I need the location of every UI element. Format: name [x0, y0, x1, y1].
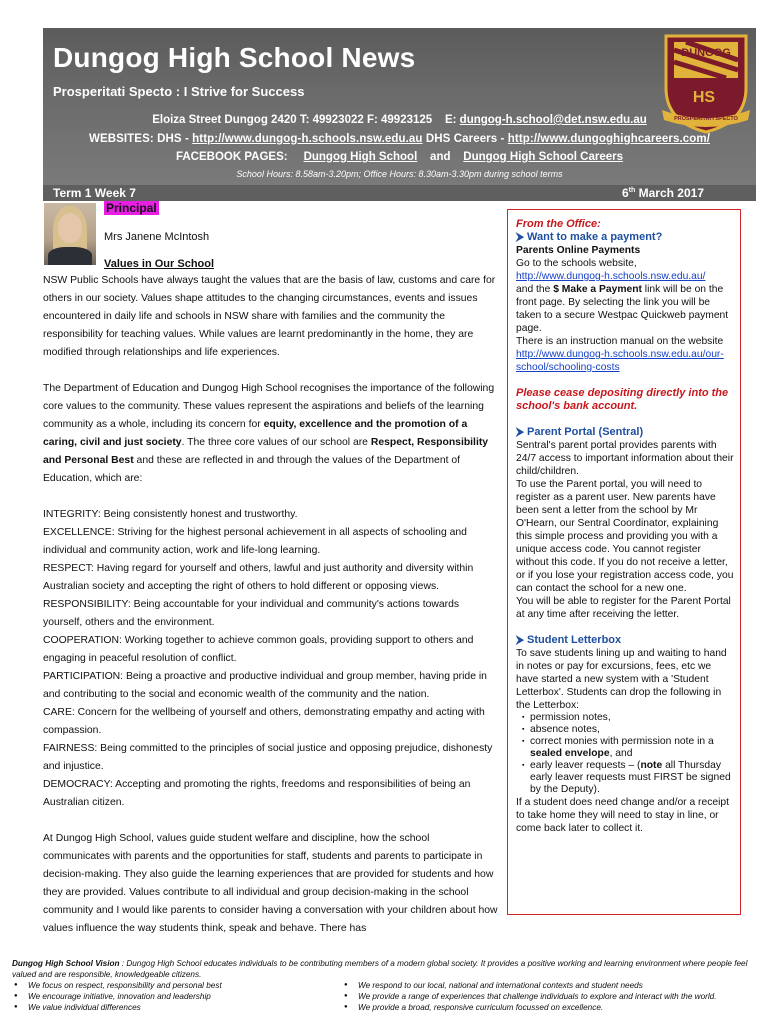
- facebook-careers-link[interactable]: Dungog High School Careers: [463, 151, 624, 163]
- list-item: ● We respond to our local, national and international contexts and student needs: [342, 980, 762, 991]
- payment-subheading: Parents Online Payments: [516, 245, 641, 256]
- list-item: ● We value individual differences: [12, 1002, 342, 1013]
- value-respect: RESPECT: Having regard for yourself and others, lawful and just authority and diversity within Australian society and accepting the right of others to hold different or opposing views.: [43, 563, 474, 592]
- principal-article: [43, 272, 499, 938]
- issue-day-suffix: th: [628, 187, 636, 194]
- value-participation: PARTICIPATION: Being a proactive and productive individual and group member, having pride in and contributing to the social and economic wealth of the community and the nation.: [43, 671, 487, 700]
- crest-motto: PROSPERITATI SPECTO: [674, 116, 738, 122]
- list-item: ● We focus on respect, responsibility and personal best: [12, 980, 342, 991]
- term-bar: [43, 185, 756, 201]
- address-phone-fax: Eloiza Street Dungog 2420 T: 49923022 F: 49923125: [152, 114, 433, 126]
- school-hours: School Hours: 8.58am-3.20pm; Office Hours: 8.30am-3.30pm during school terms: [236, 169, 563, 179]
- article-text: . The three core values of our school are: [181, 437, 371, 448]
- school-crest-logo: [660, 30, 752, 134]
- contact-line: [43, 114, 756, 126]
- vision-text: : Dungog High School educates individuals to be contributing members of a modern global society. It provides a positive working and learning environment where people feel valued and are responsible, knowledgeable citizens.: [12, 959, 748, 979]
- principal-heading: Principal: [106, 201, 157, 215]
- list-item: ● We provide a range of experiences that challenge individuals to explore and interact with the world.: [342, 991, 762, 1002]
- facebook-label: FACEBOOK PAGES:: [175, 151, 288, 163]
- issue-date: [622, 186, 704, 200]
- list-item: [522, 760, 734, 796]
- value-integrity: INTEGRITY: Being consistently honest and trustworthy.: [43, 509, 298, 520]
- school-motto: Prosperitati Specto : I Strive for Success: [53, 84, 305, 99]
- vision-list-left: [12, 980, 342, 1013]
- letterbox-text: If a student does need change and/or a receipt to take home they will need to stay in line, or come back later to collect it.: [516, 797, 729, 834]
- principal-name: Mrs Janene McIntosh: [104, 231, 210, 243]
- crest-wordmark: DUNGOG: [681, 47, 731, 59]
- payment-text: [516, 283, 734, 335]
- list-item: ● We encourage initiative, innovation and leadership: [12, 991, 342, 1002]
- value-responsibility: RESPONSIBILITY: Being accountable for your individual and community's actions towards yourself, others and the environment.: [43, 599, 460, 628]
- value-excellence: EXCELLENCE: Striving for the highest personal achievement in all aspects of schooling and individual and community action, work and life-long learning.: [43, 527, 467, 556]
- vision-list-right: [342, 980, 762, 1013]
- vision-label: Dungog High School Vision: [12, 959, 120, 968]
- parent-portal-text: Sentral's parent portal provides parents with 24/7 access to important information about their child/children.: [516, 440, 734, 477]
- letterbox-heading: ⮞ Student Letterbox: [516, 634, 622, 646]
- instruction-manual-link[interactable]: http://www.dungog-h.schools.nsw.edu.au/our-school/schooling-costs: [516, 349, 724, 373]
- vision-statement: [12, 958, 764, 980]
- value-cooperation: COOPERATION: Working together to achieve common goals, providing support to others and engaging in peaceful resolution of conflict.: [43, 635, 474, 664]
- core-values-emphasis: Respect, Responsibility and Personal Best: [43, 437, 489, 466]
- value-care: CARE: Concern for the wellbeing of yourself and others, demonstrating empathy and acting with compassion.: [43, 707, 485, 736]
- list-item: ● We provide a broad, responsive curriculum focussed on excellence.: [342, 1002, 762, 1013]
- issue-day: 6: [621, 186, 629, 200]
- manual-text: [516, 335, 734, 374]
- letterbox-list: [522, 712, 734, 796]
- article-paragraph: [43, 380, 499, 488]
- payment-text: Go to the schools website,: [516, 258, 637, 269]
- list-item-text: , and: [609, 748, 633, 759]
- payment-heading: ⮞ Want to make a payment?: [516, 231, 663, 243]
- list-item: ▪ permission notes,: [522, 712, 734, 724]
- article-title: Values in Our School: [104, 258, 215, 270]
- email-label: E:: [444, 114, 457, 126]
- list-item: [522, 736, 734, 760]
- list-item-emphasis: note: [640, 760, 663, 771]
- list-item: ▪ absence notes,: [522, 724, 734, 736]
- article-paragraph: NSW Public Schools have always taught the values that are the basis of law, customs and care for others in our society. Values shape attitudes to the changing circumstances, events and issues encountered in daily life and schools in NSW share with families and the community the responsibility for teaching values. While values are learnt predominantly in the home, they are modified through relationships and life experiences.: [43, 275, 496, 358]
- school-website-link[interactable]: http://www.dungog-h.schools.nsw.edu.au/: [516, 271, 706, 282]
- vision-footer: [0, 952, 770, 1024]
- article-paragraph: At Dungog High School, values guide student welfare and discipline, how the school communicates with parents and the opportunities for staff, students and parents to participate in decision-making. They also guide the learning experiences that are provided for students and how they are provided. Values contribute to all individual and group decision-making in the school community and I would like parents to consider having a conversation with your children about how values influence the way students think, speak and behave. There has: [43, 833, 498, 934]
- website-dhs-link[interactable]: http://www.dungog-h.schools.nsw.edu.au: [192, 133, 423, 145]
- newsletter-title: Dungog High School News: [53, 42, 416, 73]
- bank-deposit-warning: Please cease depositing directly into the school's bank account.: [516, 387, 729, 412]
- manual-text-part: There is an instruction manual on the website: [516, 336, 724, 347]
- list-item-emphasis: sealed envelope: [530, 748, 610, 759]
- website-careers-link[interactable]: http://www.dungoghighcareers.com/: [507, 133, 710, 145]
- sidebar-heading: From the Office:: [516, 218, 601, 230]
- websites-label: WEBSITES: DHS -: [88, 133, 193, 145]
- term-week: Term 1 Week 7: [53, 186, 136, 200]
- value-democracy: DEMOCRACY: Accepting and promoting the rights, freedoms and responsibilities of being an Australian citizen.: [43, 779, 471, 808]
- letterbox-text: To save students lining up and waiting to hand in notes or pay for excursions, fees, etc we have started a new system with a 'Student Letterbox'. Students can drop the following in the Letterbox:: [516, 648, 727, 711]
- list-item-text: all Thursday early leaver requests must FIRST be signed by the Deputy).: [530, 760, 731, 795]
- facebook-school-link[interactable]: Dungog High School: [303, 151, 418, 163]
- payment-text-part: and the: [516, 284, 554, 295]
- websites-line: [43, 133, 756, 145]
- principal-photo: [44, 203, 96, 265]
- facebook-line: [43, 151, 756, 163]
- parent-portal-heading: ⮞ Parent Portal (Sentral): [516, 426, 644, 438]
- list-item-text: correct monies with permission note in a: [530, 736, 714, 747]
- parent-portal-text: You will be able to register for the Parent Portal at any time after receiving the letter.: [516, 596, 731, 620]
- article-emphasis: equity, excellence and the promotion of a caring, civil and just society: [43, 419, 468, 448]
- make-payment-label: $ Make a Payment: [553, 284, 642, 295]
- email-link[interactable]: dungog-h.school@det.nsw.edu.au: [459, 114, 647, 126]
- facebook-and: and: [430, 151, 451, 163]
- careers-label: DHS Careers -: [422, 133, 508, 145]
- parent-portal-text: To use the Parent portal, you will need to register as a parent user. New parents have been sent a letter from the school by Mr O'Hearn, our Sentral Coordinator, explaining this simple process and providing you with a unique access code. You cannot register without this code. If you do not receive a letter, or if you lose your registration access code, you can contact the school for a new one.: [516, 479, 734, 594]
- payment-text-part: link will be on the front page. By selecting the link you will be taken to a secure Westpac Quickweb payment page.: [516, 284, 729, 334]
- list-item-text: early leaver requests – (: [530, 760, 641, 771]
- newsletter-header: [43, 28, 756, 185]
- value-fairness: FAIRNESS: Being committed to the principles of social justice and opposing prejudice, dishonesty and injustice.: [43, 743, 493, 772]
- article-text: and these are reflected in and through the values of the Department of Education, which are:: [43, 455, 461, 484]
- crest-initials: HS: [692, 89, 716, 106]
- article-text: The Department of Education and Dungog High School recognises the importance of the following core values to the community. These values represent the aspirations and beliefs of the learning community as a whole, including its concern for: [43, 383, 495, 430]
- office-sidebar: [507, 209, 741, 915]
- issue-month-year: March 2017: [635, 186, 704, 200]
